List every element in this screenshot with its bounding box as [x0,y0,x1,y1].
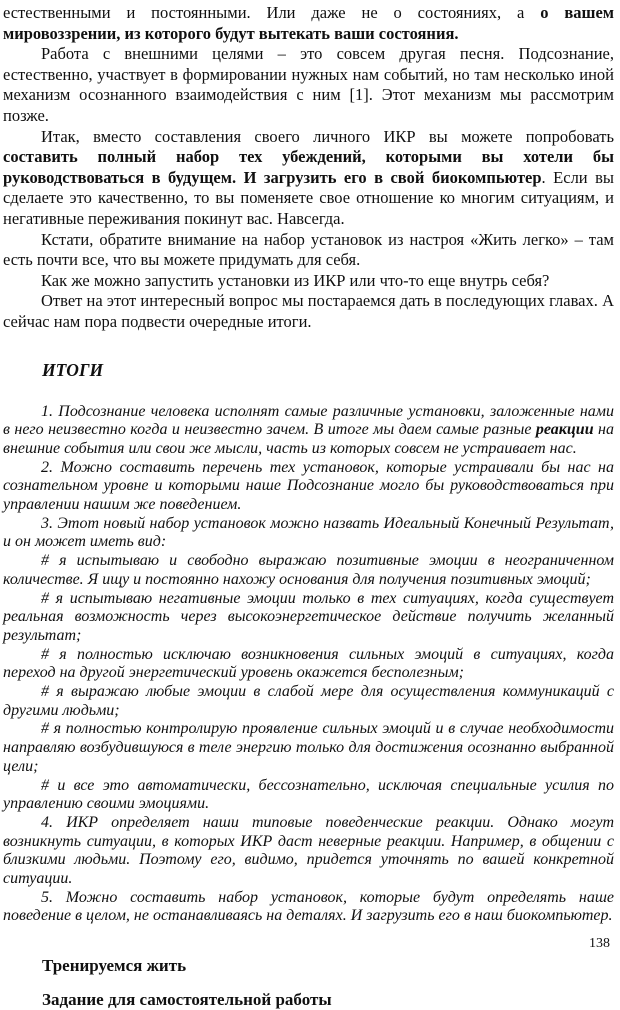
ikr-belief-5 [3,720,614,776]
paragraph-question-ikr [3,271,614,292]
summary-item-4 [3,814,614,889]
paragraph-states-worldview [3,3,614,44]
ikr-belief-1 [3,552,614,589]
text-run: Кстати, обратите внимание на набор установок из настроя «Жить легко» – там есть почти все, что вы можете придумать для себя. [3,229,614,270]
summary-item-5 [3,889,614,926]
text-run: # я выражаю любые эмоции в слабой мере для осуществления коммуникаций с другими людьми; [3,683,614,719]
summary-item-2 [3,459,614,515]
text-run: составить полный набор тех убеждений, которыми вы хотели бы руководствоваться в будущем. И загрузить его в свой биокомпьютер [3,147,614,187]
summary-item-3 [3,515,614,552]
text-run: естественными и постоянными. Или даже не о состояниях, а [3,3,541,22]
subheading-treniruemsya-zhit [3,955,614,976]
text-run: 3. Этот новый набор установок можно назвать Идеальный Конечный Результат, и он может иметь вид: [3,514,614,551]
summary-item-1 [3,403,614,459]
text-run: Задание для самостоятельной работы [42,990,332,1010]
text-run: Итак, вместо составления своего личного ИКР вы можете попробовать [41,126,614,146]
subheading-zadanie [3,989,614,1010]
page-number: 138 [589,936,610,951]
text-run: 4. ИКР определяет наши типовые поведенческие реакции. Однако могут возникнуть ситуации, в которых ИКР даст неверные реакции. Например, в общении с близкими людьми. Поэтому его, видимо, придется уточнять по вашей конкретной ситуации. [3,813,614,888]
text-run: Как же можно запустить установки из ИКР или что-то еще внутрь себя? [41,270,550,290]
text-run: # я испытываю негативные эмоции только в тех ситуациях, когда существует реальная возможность через высокоэнергетическое действие получить желанный результат; [3,589,614,644]
text-run: # и все это автоматически, бессознательно, исключая специальные усилия по управлению своими эмоциями. [3,776,614,813]
text-run: 5. Можно составить набор установок, которые будут определять наше поведение в целом, не останавливаясь на деталях. И загрузить его в наш биокомпьютер. [3,888,614,925]
text-run: на внешние события или свои же мысли, часть из которых совсем не устраивает нас. [3,421,614,457]
text-run: 2. Можно составить перечень тех установок, которые устраивали бы нас на сознательном уровне и которыми наше Подсознание могло бы руководствоваться при управлении нашим же поведением. [3,458,614,514]
ikr-belief-2 [3,590,614,646]
text-run: о вашем мировоззрении, из которого будут вытекать ваши состояния. [3,3,615,43]
text-run: . Если вы сделаете это качественно, то вы поменяете свое отношение ко многим ситуациям, и негативные переживания покинут вас. Навсегда. [3,167,614,228]
text-run: # я полностью исключаю возникновения сильных эмоций в ситуациях, когда переход на другой энергетический уровень окажется бесполезным; [3,645,614,682]
ikr-belief-3 [3,646,614,683]
text-run: ИТОГИ [42,359,104,380]
paragraph-zhit-legko-note [3,230,614,271]
text-run: Ответ на этот интересный вопрос мы постараемся дать в последующих главах. А сейчас нам пора подвести очередные итоги. [3,291,614,331]
page-content [3,3,614,1010]
ikr-belief-6 [3,777,614,814]
text-run: Тренируемся жить [42,956,187,976]
paragraph-belief-set [3,127,614,230]
text-run: # я испытываю и свободно выражаю позитивные эмоции в неограниченном количестве. Я ищу и постоянно нахожу основания для получения позитивных эмоций; [3,552,614,588]
text-run: реакции [535,421,594,439]
paragraph-external-goals [3,44,614,126]
text-run: Работа с внешними целями – это совсем другая песня. Подсознание, естественно, участвует в формировании нужных нам событий, но там несколько иной механизм осознанного взаимодействия с ним [1]. Этот механизм мы рассмотрим позже. [3,44,614,125]
text-run: 1. Подсознание человека исполнят самые различные установки, заложенные нами в него неизвестно когда и неизвестно зачем. В итоге мы даем самые разные [3,402,614,439]
section-heading-itogi [42,360,614,380]
ikr-belief-4 [3,683,614,720]
text-run: # я полностью контролирую проявление сильных эмоций и в случае необходимости направляю возбудившуюся в теле энергию только для достижения осознанно выбранной цели; [3,720,614,775]
paragraph-answer-later [3,291,614,332]
